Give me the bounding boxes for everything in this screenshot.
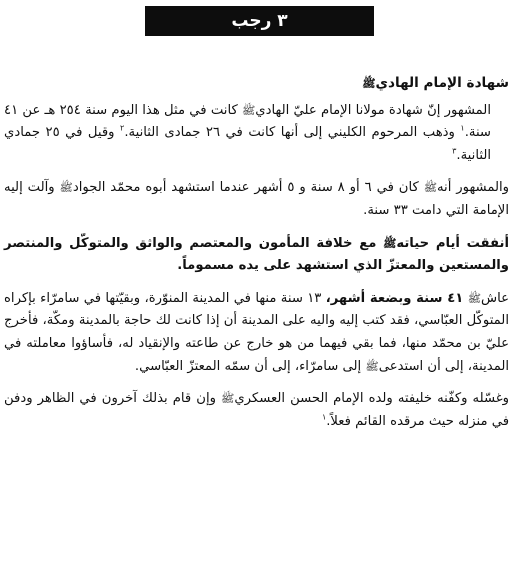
p5-end: وإن قام بذلك آخرون في الظاهر ودفن في منزله حيث مرقده القائم فعلاً.	[4, 391, 509, 429]
footnote-marker: ١	[321, 412, 327, 422]
date-header-text: ٣ رجب	[231, 11, 288, 31]
salutation-glyph: ﷺ	[221, 392, 235, 406]
p2-start: والمشهور أنه	[436, 180, 509, 196]
p4-end: إلى سامرّاء، إلى أن سمّه المعتزّ العبّاسي.	[134, 358, 362, 374]
p1-end: وقيل في ٢٥ جمادي الثانية.	[4, 125, 491, 163]
paragraph-1	[4, 100, 509, 168]
section-title-text: شهادة الإمام الهادي	[375, 75, 509, 91]
salutation-glyph: ﷺ	[241, 103, 256, 117]
p4-start: عاش	[480, 290, 509, 306]
salutation-glyph: ﷺ	[383, 236, 397, 250]
footnote-marker: ٢	[120, 123, 125, 133]
document-body	[4, 72, 509, 443]
p3-start: أنفقت أيام حياته	[396, 235, 510, 251]
p1-rest: كانت في مثل هذا اليوم سنة ٢٥٤ هـ عن ٤١ سنة.	[4, 102, 491, 141]
salutation-glyph: ﷺ	[59, 181, 73, 195]
section-title	[4, 72, 509, 96]
p4-bold: ٤١ سنة وبضعة أشهر،	[325, 290, 464, 306]
salutation-glyph: ﷺ	[362, 77, 376, 90]
p4-mid: ١٣ سنة منها في المدينة المنوّرة، وبقيّتها في سامرّاء بإكراه المتوكّل العبّاسي، فقد كتب إليه واليه على المدينة أن إذا كانت لك حاجة بالمدينة ومكّة، فأخرج عليّ بن محمّد منها، فما بقي فيهما من هو خارج عن طاعته والإنقياد له، فأساؤوا معاملته في المدينة، إلى أن استدعى	[4, 290, 509, 374]
p5-start: وغسّله وكفّنه خليفته ولده الإمام الحسن العسكري	[234, 391, 509, 407]
footnote-marker: ٣	[452, 146, 457, 156]
paragraph-3	[4, 233, 509, 278]
p2-end: وآلت إليه الإمامة التي دامت ٣٣ سنة.	[4, 180, 509, 218]
salutation-glyph: ﷺ	[423, 181, 437, 195]
footnote-marker: ١	[460, 123, 465, 133]
date-header	[145, 6, 374, 36]
paragraph-4	[4, 288, 509, 378]
p3-end: مع خلافة المأمون والمعتصم والواثق والمتوكّل والمنتصر والمستعين والمعتزّ الذي استشهد على يده مسموماً.	[4, 235, 509, 274]
paragraph-5	[4, 388, 509, 433]
salutation-glyph: ﷺ	[467, 291, 481, 305]
p1-line: المشهور إنّ شهادة مولانا الإمام عليّ الهادي	[255, 102, 491, 118]
salutation-glyph: ﷺ	[365, 359, 379, 373]
paragraph-2	[4, 177, 509, 222]
p2-mid: كان في ٦ أو ٨ سنة و ٥ أشهر عندما استشهد أبوه محمّد الجواد	[72, 180, 419, 196]
p1-mid: وذهب المرحوم الكليني إلى أنها كانت في ٢٦ جمادى الثانية.	[124, 125, 455, 141]
